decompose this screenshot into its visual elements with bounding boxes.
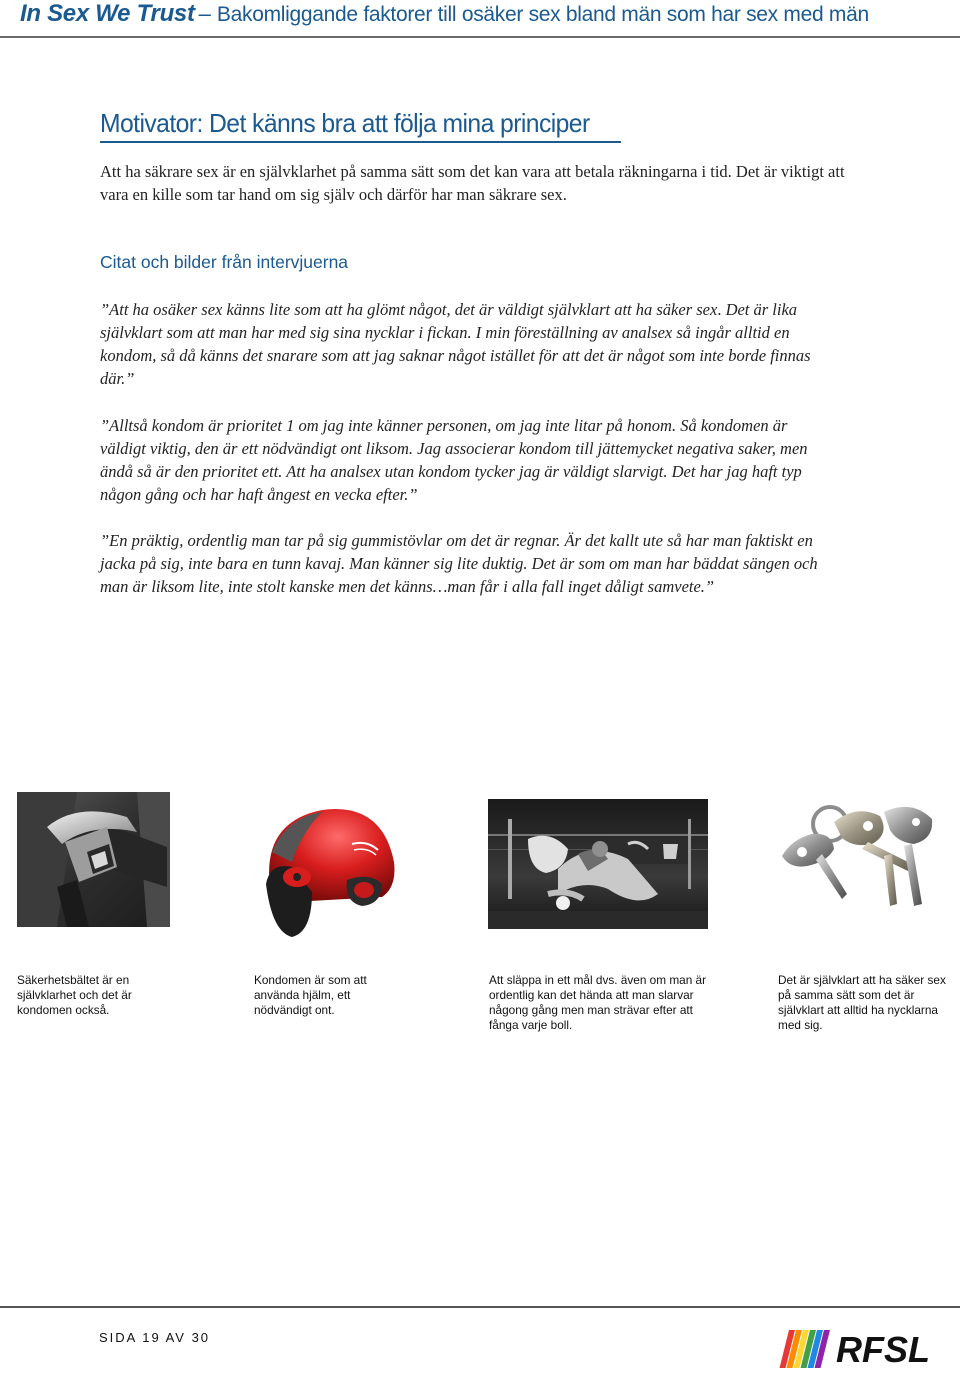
section-heading: Citat och bilder från intervjuerna	[100, 252, 349, 272]
rfsl-logo	[762, 1326, 947, 1371]
seatbelt-photo	[17, 792, 170, 927]
keys-photo	[772, 794, 942, 914]
helmet-photo	[252, 792, 404, 940]
interview-quote: ”En präktig, ordentlig man tar på sig gummistövlar om det är regnar. Är det kallt ute så har man faktiskt en jacka på sig, inte bara en tunn kavaj. Man känner sig lite duktig. Det är som om man har bäddat sängen och man är liksom lite, inte stolt kanske men det känns…man får i alla fall inget dåligt samvete.”	[100, 531, 818, 596]
quote-period: .	[717, 300, 722, 319]
quote-text-continued: Det är lika självklart som att man har med sig sina nycklar i fickan. I min föreställning av analsex så ingår alltid en kondom, så då känns det snarare som att jag saknar något istället för att det är något som inte borde finnas där.”	[100, 300, 811, 388]
header-rule	[0, 36, 960, 38]
intro-paragraph: Att ha säkrare sex är en självklarhet på samma sätt som det kan vara att betala räkningarna i tid. Det är viktigt att vara en kille som tar hand om sig själv och därför har man säkrare sex.	[100, 162, 845, 204]
photo-caption: Kondomen är som att använda hjälm, ett nödvändigt ont.	[254, 973, 367, 1017]
goalkeeper-photo	[488, 799, 708, 929]
publication-title: In Sex We Trust	[20, 0, 195, 27]
interview-quote: ”Alltså kondom är prioritet 1 om jag inte känner personen, om jag inte litar på honom. Så kondomen är väldigt viktig, den är ett nödvändigt ont liksom. Jag associerar kondom till jättemycket negativa saker, men ändå så är den prioritet ett. Att ha analsex utan kondom tycker jag är väldigt slarvigt. Det har jag haft typ någon gång och har haft ångest en vecka efter.”	[100, 416, 808, 504]
interview-quote	[100, 298, 835, 390]
publication-subtitle: Bakomliggande faktorer till osäker sex bland män som har sex med män	[216, 3, 869, 26]
photo-caption: Att släppa in ett mål dvs. även om man är ordentlig kan det hända att man slarvar någong gång men man strävar efter att fånga varje boll.	[489, 973, 707, 1032]
page-title: Motivator: Det känns bra att följa mina principer	[100, 108, 590, 138]
title-underline	[100, 141, 621, 143]
running-header	[20, 0, 940, 32]
photo-caption: Säkerhetsbältet är en självklarhet och det är kondomen också.	[17, 973, 132, 1017]
photo-caption: Det är självklart att ha säker sex på samma sätt som det är självklart att alltid ha nycklarna med sig.	[778, 973, 946, 1032]
footer-rule	[0, 1306, 960, 1308]
page-number: SIDA 19 AV 30	[99, 1330, 211, 1345]
quote-text: ”Att ha osäker sex känns lite som att ha glömt något, det är väldigt självklart att ha säker sex	[100, 300, 718, 319]
logo-wordmark: RFSL	[836, 1329, 930, 1370]
header-dash: –	[198, 1, 211, 26]
